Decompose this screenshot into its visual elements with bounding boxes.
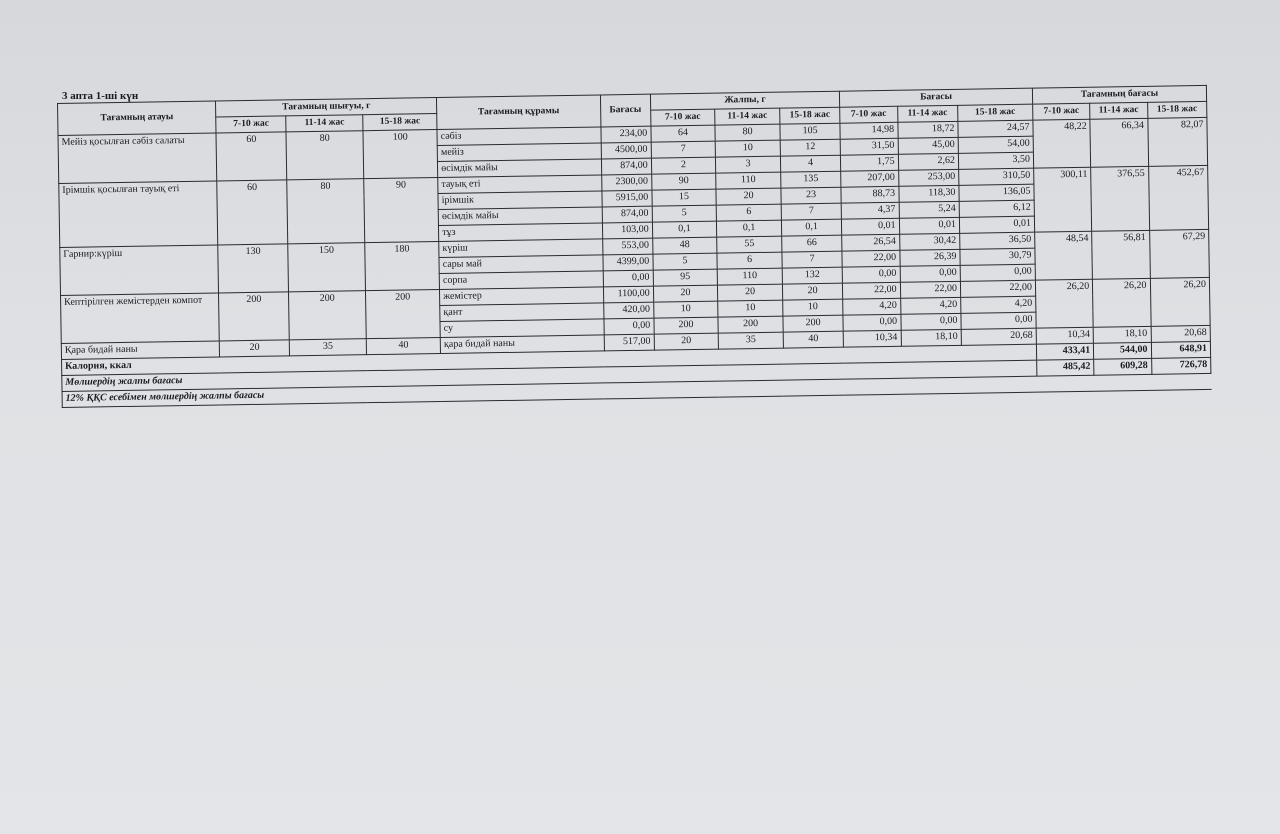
dish-name: Қара бидай наны xyxy=(61,341,220,359)
ingredient-cost: 18,72 xyxy=(897,121,958,138)
ingredient-cost: 4,20 xyxy=(900,297,961,314)
col-gross: Жалпы, г xyxy=(650,91,840,110)
ingredient-cost: 5,24 xyxy=(899,201,960,218)
calories-label: Калория, ккал xyxy=(62,344,1037,375)
dish-output: 200 xyxy=(289,291,367,340)
dish-output: 200 xyxy=(366,290,441,339)
ingredient-gross: 10 xyxy=(718,300,783,317)
ingredient-price: 103,00 xyxy=(602,222,652,239)
menu-table xyxy=(57,85,1212,408)
ingredient-gross: 6 xyxy=(716,204,781,221)
ingredient-cost: 88,73 xyxy=(841,186,899,203)
ingredient-gross: 7 xyxy=(781,203,842,220)
ingredient-cost: 253,00 xyxy=(898,169,959,186)
ingredient-cost: 6,12 xyxy=(959,200,1034,217)
dish-cost: 18,10 xyxy=(1093,326,1151,343)
ingredient-cost: 31,50 xyxy=(840,138,898,155)
ingredient-gross: 90 xyxy=(651,173,716,190)
ingredient-gross: 55 xyxy=(717,236,782,253)
ingredient-gross: 15 xyxy=(652,189,717,206)
ingredient-gross: 64 xyxy=(651,125,716,142)
dish-output: 60 xyxy=(216,132,287,181)
ingredient-price: 553,00 xyxy=(602,238,652,255)
col-output: Тағамның шығуы, г xyxy=(216,98,437,117)
ingredient-gross: 20 xyxy=(653,285,718,302)
age-group-header: 7-10 жас xyxy=(840,106,898,123)
ingredient-gross: 23 xyxy=(781,187,842,204)
ingredient-name: ірімшік xyxy=(438,191,602,210)
ingredient-cost: 0,00 xyxy=(961,312,1036,329)
vat-label: 12% ҚҚС есебімен мөлшердің жалпы бағасы xyxy=(62,373,1211,407)
ingredient-gross: 20 xyxy=(782,283,843,300)
ingredient-price: 4500,00 xyxy=(601,142,651,159)
ingredient-price: 2300,00 xyxy=(601,174,651,191)
ingredient-cost: 0,01 xyxy=(899,217,960,234)
dish-output: 20 xyxy=(220,340,290,357)
calories-value: 433,41 xyxy=(1036,343,1094,360)
ingredient-cost: 30,42 xyxy=(899,233,960,250)
ingredient-gross: 12 xyxy=(780,139,841,156)
total-value: 726,78 xyxy=(1151,357,1211,374)
ingredient-cost: 0,01 xyxy=(959,216,1034,233)
ingredient-cost: 24,57 xyxy=(958,120,1033,137)
ingredient-gross: 5 xyxy=(652,205,717,222)
ingredient-gross: 7 xyxy=(651,141,716,158)
ingredient-cost: 22,00 xyxy=(960,280,1035,297)
ingredient-price: 874,00 xyxy=(601,158,651,175)
dish-cost: 56,81 xyxy=(1092,230,1150,279)
total-value: 609,28 xyxy=(1094,358,1152,375)
col-dish-name: Тағамның атауы xyxy=(58,101,217,135)
dish-cost: 26,20 xyxy=(1150,277,1210,326)
ingredient-price: 1100,00 xyxy=(603,286,653,303)
ingredient-cost: 18,10 xyxy=(901,329,962,346)
dish-output: 180 xyxy=(365,242,440,291)
ingredient-price: 5915,00 xyxy=(602,190,652,207)
dish-name: Ірімшік қосылған тауық еті xyxy=(59,181,218,247)
ingredient-cost: 10,34 xyxy=(843,330,901,347)
col-cost: Бағасы xyxy=(840,88,1033,107)
dish-name: Мейіз қосылған сәбіз салаты xyxy=(58,133,217,183)
ingredient-cost: 4,37 xyxy=(841,202,899,219)
ingredient-cost: 30,79 xyxy=(960,248,1035,265)
ingredient-cost: 22,00 xyxy=(900,281,961,298)
age-group-header: 7-10 жас xyxy=(1033,103,1091,120)
ingredient-cost: 118,30 xyxy=(898,185,959,202)
ingredient-gross: 66 xyxy=(782,235,843,252)
dish-cost: 10,34 xyxy=(1036,327,1094,344)
calories-value: 544,00 xyxy=(1094,342,1152,359)
ingredient-gross: 105 xyxy=(780,123,841,140)
ingredient-gross: 110 xyxy=(716,172,781,189)
ingredient-gross: 0,1 xyxy=(652,221,717,238)
age-group-header: 11-14 жас xyxy=(1090,102,1148,119)
ingredient-gross: 2 xyxy=(651,157,716,174)
ingredient-name: сәбіз xyxy=(437,127,601,146)
dish-cost: 48,22 xyxy=(1033,119,1091,168)
ingredient-cost: 3,50 xyxy=(958,152,1033,169)
ingredient-gross: 10 xyxy=(783,299,844,316)
ingredient-price: 874,00 xyxy=(602,206,652,223)
dish-cost: 67,29 xyxy=(1149,229,1209,278)
ingredient-name: сорпа xyxy=(439,271,603,290)
ingredient-gross: 200 xyxy=(654,317,719,334)
ingredient-name: өсімдік майы xyxy=(438,207,602,226)
ingredient-cost: 0,00 xyxy=(842,266,900,283)
age-group-header: 7-10 жас xyxy=(650,109,715,126)
ingredient-name: қант xyxy=(440,303,604,322)
ingredient-gross: 95 xyxy=(653,269,718,286)
dish-cost: 82,07 xyxy=(1147,117,1207,166)
ingredient-cost: 54,00 xyxy=(958,136,1033,153)
ingredient-gross: 4 xyxy=(780,155,841,172)
col-price: Бағасы xyxy=(600,94,650,127)
ingredient-price: 420,00 xyxy=(603,302,653,319)
ingredient-gross: 35 xyxy=(718,332,783,349)
ingredient-gross: 20 xyxy=(654,333,719,350)
ingredient-cost: 0,00 xyxy=(900,265,961,282)
ingredient-cost: 22,00 xyxy=(843,282,901,299)
ingredient-cost: 1,75 xyxy=(841,154,899,171)
age-group-header: 11-14 жас xyxy=(715,108,780,125)
ingredient-price: 517,00 xyxy=(604,334,654,351)
ingredient-cost: 2,62 xyxy=(898,153,959,170)
ingredient-gross: 20 xyxy=(718,284,783,301)
ingredient-gross: 3 xyxy=(716,156,781,173)
ingredient-name: су xyxy=(440,319,604,338)
ingredient-gross: 0,1 xyxy=(717,220,782,237)
dish-output: 80 xyxy=(287,179,365,244)
ingredient-name: тұз xyxy=(439,223,603,242)
ingredient-name: өсімдік майы xyxy=(438,159,602,178)
dish-cost: 26,20 xyxy=(1093,278,1151,327)
ingredient-price: 0,00 xyxy=(604,318,654,335)
dish-cost: 26,20 xyxy=(1035,279,1093,328)
ingredient-cost: 4,20 xyxy=(961,296,1036,313)
ingredient-cost: 14,98 xyxy=(840,122,898,139)
dish-output: 200 xyxy=(219,292,290,341)
ingredient-gross: 200 xyxy=(718,316,783,333)
dish-cost: 376,55 xyxy=(1091,166,1149,231)
table-body xyxy=(58,117,1210,359)
ingredient-cost: 0,00 xyxy=(960,264,1035,281)
ingredient-gross: 48 xyxy=(652,237,717,254)
dish-cost: 452,67 xyxy=(1148,165,1208,230)
col-composition: Тағамның құрамы xyxy=(437,95,601,130)
age-group-header: 15-18 жас xyxy=(1147,101,1207,118)
dish-output: 150 xyxy=(288,243,366,292)
ingredient-name: жемістер xyxy=(440,287,604,306)
ingredient-cost: 36,50 xyxy=(960,232,1035,249)
age-group-header: 15-18 жас xyxy=(779,107,840,124)
ingredient-cost: 26,54 xyxy=(842,234,900,251)
dish-output: 60 xyxy=(217,180,288,245)
dish-name: Кептірілген жемістерден компот xyxy=(61,293,220,343)
ingredient-gross: 5 xyxy=(653,253,718,270)
age-group-header: 15-18 жас xyxy=(958,104,1033,121)
ingredient-name: сары май xyxy=(439,255,603,274)
ingredient-gross: 10 xyxy=(653,301,718,318)
ingredient-cost: 310,50 xyxy=(959,168,1034,185)
ingredient-name: тауық еті xyxy=(438,175,602,194)
ingredient-gross: 200 xyxy=(783,315,844,332)
age-group-header: 11-14 жас xyxy=(897,105,958,122)
page-heading: 3 апта 1-ші күн xyxy=(62,90,139,102)
ingredient-gross: 7 xyxy=(782,251,843,268)
ingredient-name: күріш xyxy=(439,239,603,258)
age-group-header: 11-14 жас xyxy=(286,115,363,132)
menu-table-wrapper xyxy=(57,85,1212,408)
dish-output: 35 xyxy=(289,339,366,356)
ingredient-gross: 110 xyxy=(717,268,782,285)
dish-cost: 48,54 xyxy=(1035,231,1093,280)
dish-output: 40 xyxy=(366,338,440,355)
dish-cost: 20,68 xyxy=(1151,325,1211,342)
ingredient-cost: 4,20 xyxy=(843,298,901,315)
ingredient-gross: 135 xyxy=(781,171,842,188)
ingredient-price: 234,00 xyxy=(601,126,651,143)
ingredient-price: 0,00 xyxy=(603,270,653,287)
ingredient-cost: 0,01 xyxy=(842,218,900,235)
dish-output: 130 xyxy=(218,244,289,293)
ingredient-name: мейіз xyxy=(437,143,601,162)
age-group-header: 15-18 жас xyxy=(363,114,437,131)
ingredient-gross: 80 xyxy=(715,124,780,141)
ingredient-cost: 20,68 xyxy=(961,328,1036,345)
ingredient-cost: 0,00 xyxy=(900,313,961,330)
ingredient-gross: 132 xyxy=(782,267,843,284)
ingredient-gross: 10 xyxy=(715,140,780,157)
ingredient-cost: 207,00 xyxy=(841,170,899,187)
ingredient-price: 4399,00 xyxy=(603,254,653,271)
total-label: Мөлшердің жалпы бағасы xyxy=(62,360,1037,391)
calories-value: 648,91 xyxy=(1151,341,1211,358)
dish-output: 90 xyxy=(364,178,439,243)
ingredient-gross: 40 xyxy=(783,331,844,348)
ingredient-cost: 0,00 xyxy=(843,314,901,331)
ingredient-cost: 136,05 xyxy=(959,184,1034,201)
dish-cost: 66,34 xyxy=(1090,118,1148,167)
ingredient-gross: 0,1 xyxy=(781,219,842,236)
ingredient-cost: 45,00 xyxy=(898,137,959,154)
dish-cost: 300,11 xyxy=(1034,167,1092,232)
ingredient-cost: 22,00 xyxy=(842,250,900,267)
total-value: 485,42 xyxy=(1037,359,1095,376)
dish-output: 80 xyxy=(286,131,364,180)
age-group-header: 7-10 жас xyxy=(216,116,286,133)
ingredient-gross: 20 xyxy=(716,188,781,205)
ingredient-gross: 6 xyxy=(717,252,782,269)
ingredient-cost: 26,39 xyxy=(899,249,960,266)
dish-name: Гарнир:күріш xyxy=(60,245,219,295)
ingredient-name: қара бидай наны xyxy=(440,335,604,354)
col-dish-cost: Тағамның бағасы xyxy=(1032,85,1206,104)
dish-output: 100 xyxy=(363,130,438,179)
